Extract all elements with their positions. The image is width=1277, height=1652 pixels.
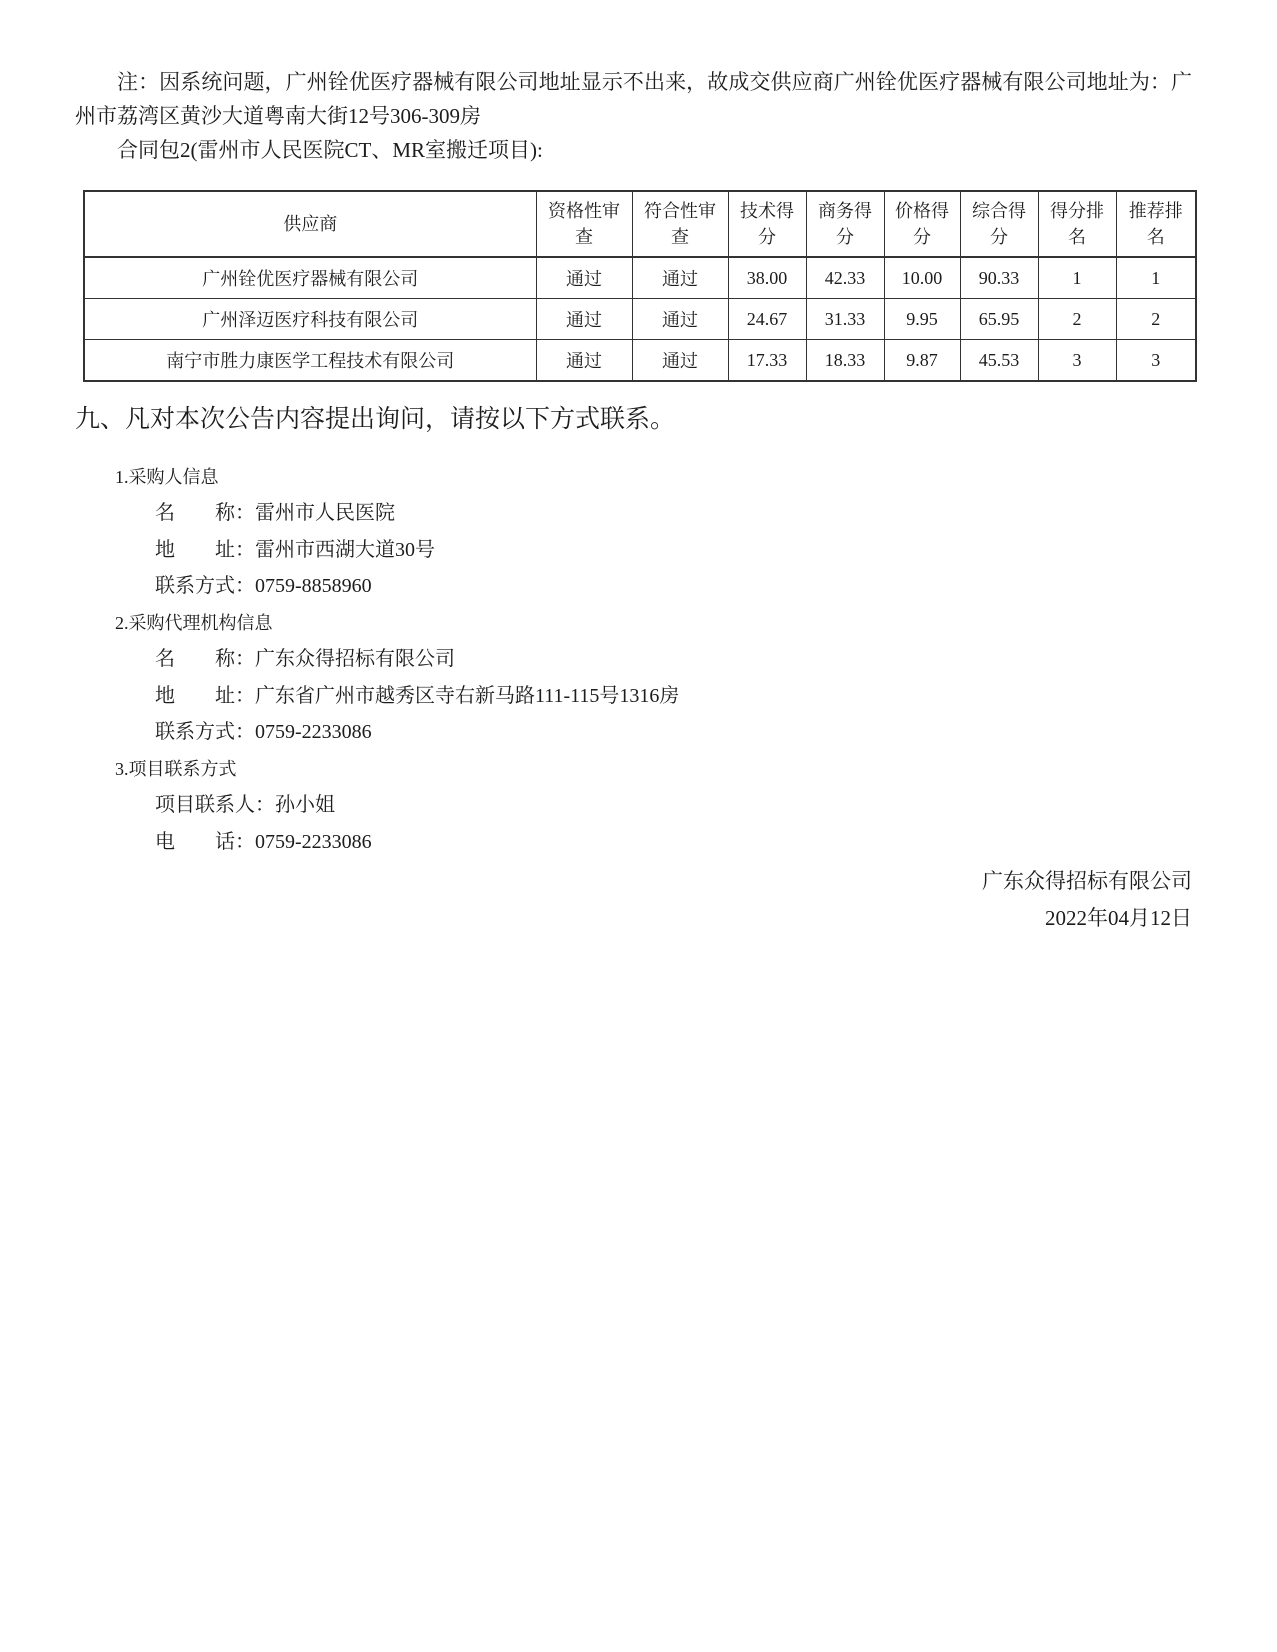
col-header-technical-score <box>728 191 806 257</box>
cell-supplier: 南宁市胜力康医学工程技术有限公司 <box>84 340 536 382</box>
header-line: 符合性审 <box>644 201 716 221</box>
header-line: 分 <box>836 227 854 247</box>
purchaser-address: 地 址：雷州市西湖大道30号 <box>155 538 435 561</box>
header-line: 名 <box>1068 227 1086 247</box>
header-line: 推荐排 <box>1128 201 1183 221</box>
table-row <box>84 340 1196 382</box>
col-header-score-rank <box>1038 191 1116 257</box>
agency-address: 地 址：广东省广州市越秀区寺右新马路111-115号1316房 <box>155 684 680 707</box>
cell-business-score: 18.33 <box>806 340 884 382</box>
bid-results-table <box>83 190 1197 382</box>
header-line: 得分排 <box>1050 201 1104 221</box>
col-header-conformity-review <box>632 191 728 257</box>
cell-qualification: 通过 <box>536 299 632 340</box>
cell-conformity: 通过 <box>632 257 728 299</box>
cell-supplier: 广州泽迈医疗科技有限公司 <box>84 299 536 340</box>
signature-block <box>75 863 1192 937</box>
purchaser-info-title: 1.采购人信息 <box>115 466 219 487</box>
cell-conformity: 通过 <box>632 299 728 340</box>
table-row <box>84 257 1196 299</box>
cell-comprehensive-score: 90.33 <box>960 257 1038 299</box>
cell-business-score: 31.33 <box>806 299 884 340</box>
col-header-supplier <box>84 191 536 257</box>
package-line: 合同包2(雷州市人民医院CT、MR室搬迁项目): <box>117 138 543 162</box>
project-contact-title: 3.项目联系方式 <box>115 758 237 779</box>
cell-recommend-rank: 3 <box>1116 340 1196 382</box>
col-header-qualification-review <box>536 191 632 257</box>
col-header-comprehensive-score <box>960 191 1038 257</box>
cell-score-rank: 2 <box>1038 299 1116 340</box>
header-line: 分 <box>913 227 931 247</box>
cell-score-rank: 1 <box>1038 257 1116 299</box>
purchaser-name: 名 称：雷州市人民医院 <box>155 502 395 525</box>
col-header-price-score <box>884 191 960 257</box>
header-line: 资格性审 <box>548 201 620 221</box>
cell-recommend-rank: 1 <box>1116 257 1196 299</box>
agency-info-title: 2.采购代理机构信息 <box>115 612 273 633</box>
cell-technical-score: 17.33 <box>728 340 806 382</box>
project-phone: 电 话：0759-2233086 <box>155 830 372 853</box>
cell-recommend-rank: 2 <box>1116 299 1196 340</box>
cell-comprehensive-score: 65.95 <box>960 299 1038 340</box>
document-content <box>0 65 1277 937</box>
purchaser-contact: 联系方式：0759-8858960 <box>155 575 372 598</box>
table-row <box>84 299 1196 340</box>
cell-comprehensive-score: 45.53 <box>960 340 1038 382</box>
agency-signature: 广东众得招标有限公司 <box>982 869 1192 894</box>
cell-score-rank: 3 <box>1038 340 1116 382</box>
cell-price-score: 9.87 <box>884 340 960 382</box>
agency-name: 名 称：广东众得招标有限公司 <box>155 648 455 671</box>
header-line: 查 <box>575 227 593 247</box>
section-nine-heading: 九、凡对本次公告内容提出询问，请按以下方式联系。 <box>75 406 676 433</box>
header-line: 供应商 <box>283 214 338 234</box>
header-line: 分 <box>758 227 776 247</box>
col-header-business-score <box>806 191 884 257</box>
cell-technical-score: 38.00 <box>728 257 806 299</box>
header-line: 名 <box>1146 227 1165 247</box>
header-line: 商务得 <box>818 201 872 221</box>
table-header-row <box>84 191 1196 257</box>
cell-technical-score: 24.67 <box>728 299 806 340</box>
cell-supplier: 广州铨优医疗器械有限公司 <box>84 257 536 299</box>
header-line: 查 <box>671 227 689 247</box>
cell-qualification: 通过 <box>536 340 632 382</box>
cell-qualification: 通过 <box>536 257 632 299</box>
cell-business-score: 42.33 <box>806 257 884 299</box>
cell-conformity: 通过 <box>632 340 728 382</box>
cell-price-score: 9.95 <box>884 299 960 340</box>
header-line: 技术得 <box>740 201 794 221</box>
header-line: 分 <box>990 227 1008 247</box>
agency-contact: 联系方式：0759-2233086 <box>155 721 372 744</box>
header-line: 综合得 <box>972 201 1026 221</box>
note-paragraph: 注：因系统问题，广州铨优医疗器械有限公司地址显示不出来，故成交供应商广州铨优医疗器械有限公司地址为：广州市荔湾区黄沙大道粤南大街12号306-309房 <box>75 70 1192 128</box>
col-header-recommend-rank <box>1116 191 1196 257</box>
cell-price-score: 10.00 <box>884 257 960 299</box>
project-contact-person: 项目联系人：孙小姐 <box>155 794 335 817</box>
header-line: 价格得 <box>895 201 949 221</box>
contact-list <box>75 459 1192 861</box>
announcement-date: 2022年04月12日 <box>1045 906 1192 931</box>
